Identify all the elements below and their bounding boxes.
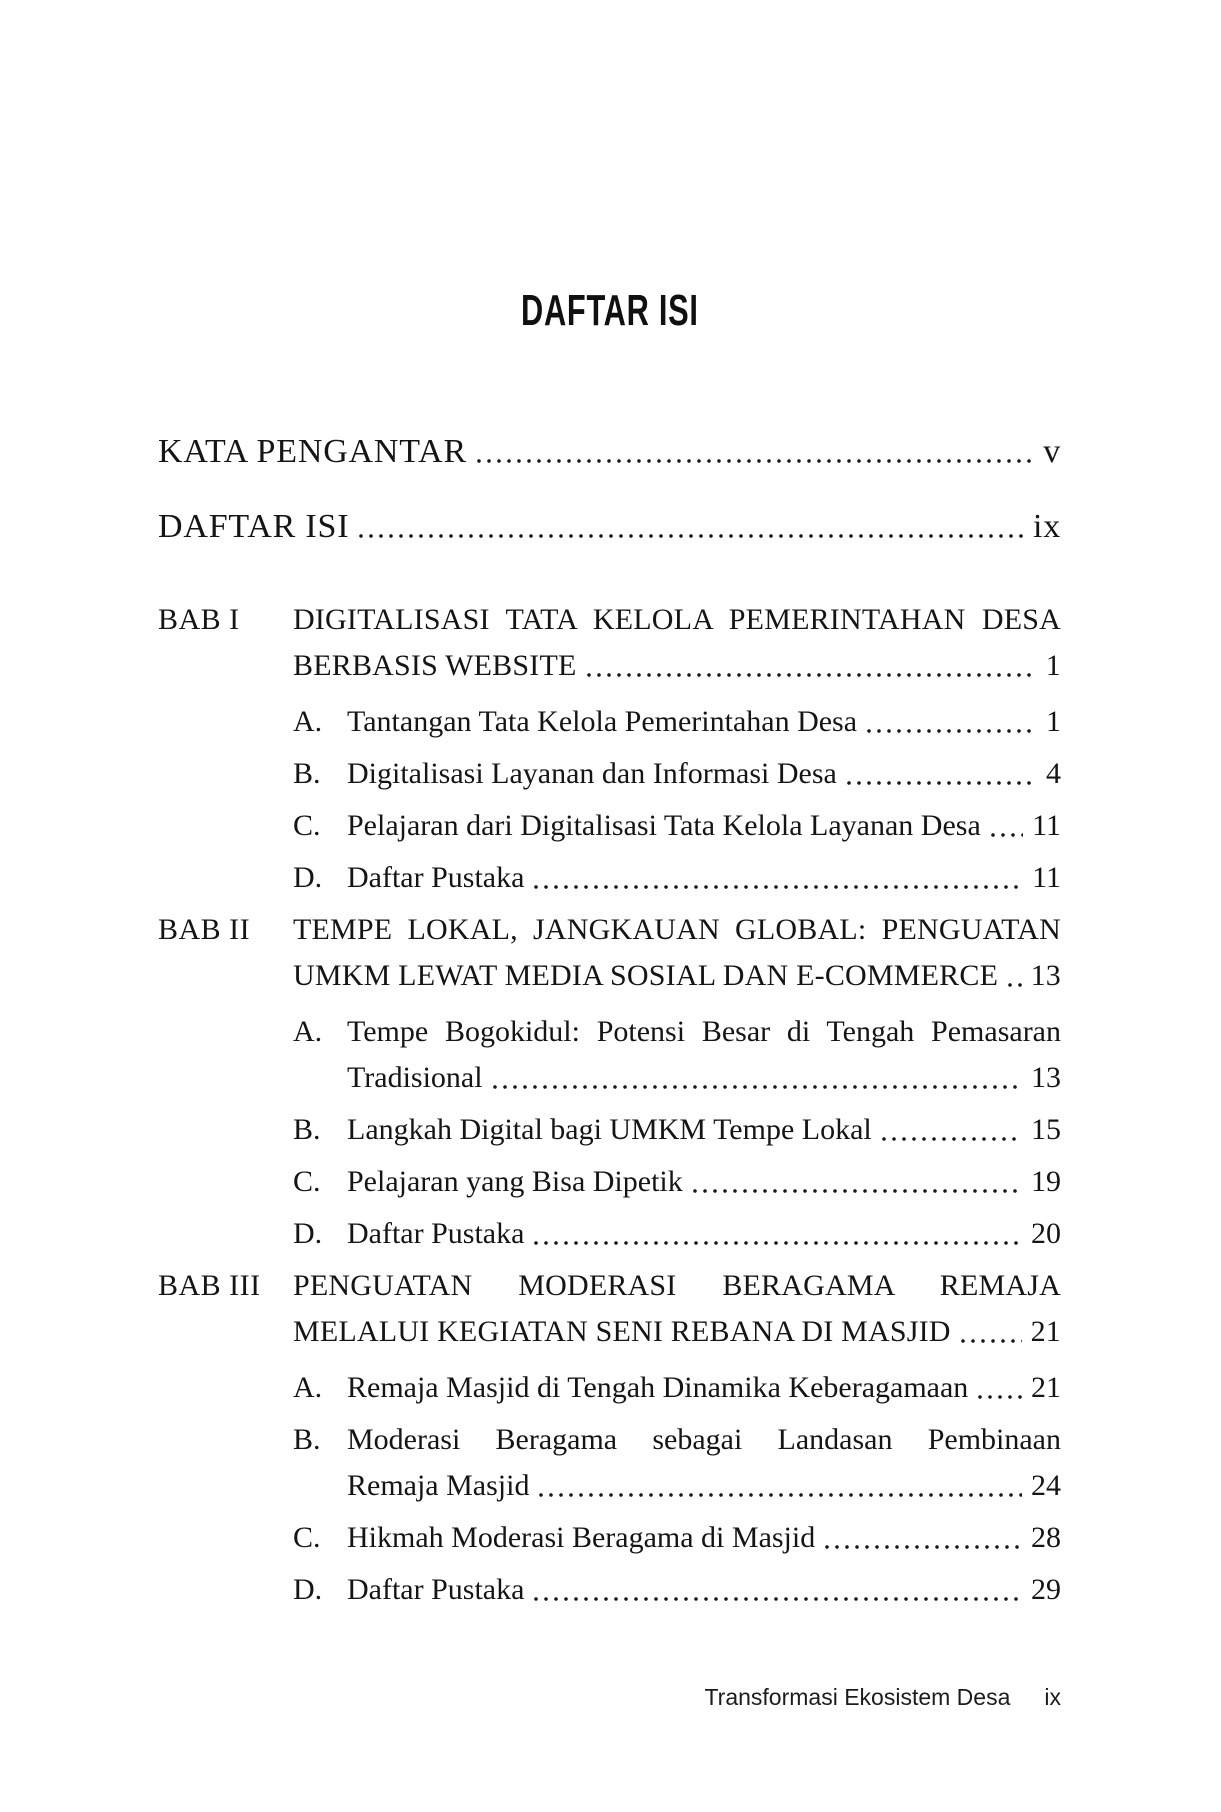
section-page: 19 (1031, 1165, 1061, 1198)
section-title-row (347, 855, 1061, 901)
dot-leader (988, 803, 1023, 849)
dot-leader (822, 1515, 1022, 1561)
dot-leader (536, 1463, 1022, 1509)
section-title-row (347, 1159, 1061, 1205)
dot-leader (690, 1159, 1022, 1205)
toc-entry-page: ix (1032, 508, 1061, 545)
toc-section-row (293, 803, 1061, 849)
section-letter: B. (293, 757, 321, 790)
toc-section-row (293, 1211, 1061, 1257)
section-title: Langkah Digital bagi UMKM Tempe Lokal (347, 1113, 872, 1146)
dot-leader (584, 643, 1037, 689)
section-letter: B. (293, 1423, 321, 1456)
section-letter: A. (293, 705, 323, 738)
dot-leader (864, 699, 1037, 745)
page-title (158, 288, 1061, 334)
section-page: 15 (1031, 1113, 1061, 1146)
dot-leader (356, 504, 1024, 550)
toc-entry-label: DAFTAR ISI (158, 508, 350, 545)
section-title: Pelajaran yang Bisa Dipetik (347, 1165, 683, 1198)
section-title: Digitalisasi Layanan dan Informasi Desa (347, 757, 837, 790)
chapter-title-line1: DIGITALISASI TATA KELOLA PEMERINTAHAN DESA (293, 603, 1061, 636)
chapter-page: 1 (1045, 649, 1061, 682)
dot-leader (531, 855, 1023, 901)
section-letter: C. (293, 809, 321, 842)
section-title: Pelajaran dari Digitalisasi Tata Kelola Layanan Desa (347, 809, 981, 842)
section-letter: A. (293, 1015, 323, 1048)
section-title-row (347, 1463, 1061, 1509)
front-matter-list (158, 429, 1061, 550)
toc-page (158, 0, 1061, 1619)
section-letter: C. (293, 1521, 321, 1554)
toc-section-row (293, 1107, 1061, 1153)
chapter-sections (293, 1009, 1061, 1257)
toc-section-row (293, 1159, 1061, 1205)
toc-entry-page: v (1043, 433, 1061, 470)
section-title: Daftar Pustaka (347, 1217, 525, 1250)
toc-chapter-bab-2 (158, 907, 1061, 1257)
section-title-row (347, 803, 1061, 849)
chapter-heading (158, 597, 1061, 689)
section-page: 1 (1046, 705, 1061, 738)
chapter-page: 13 (1030, 959, 1061, 992)
chapter-title-line1: PENGUATAN MODERASI BERAGAMA REMAJA (293, 1269, 1061, 1302)
section-page: 4 (1046, 757, 1061, 790)
dot-leader (490, 1055, 1022, 1101)
section-page: 11 (1032, 861, 1061, 894)
dot-leader (958, 1309, 1022, 1355)
toc-section-row (293, 699, 1061, 745)
section-title: Tradisional (347, 1061, 483, 1094)
dot-leader (531, 1211, 1022, 1257)
section-page: 29 (1031, 1573, 1061, 1606)
section-title: Remaja Masjid di Tengah Dinamika Keberagamaan (347, 1371, 969, 1404)
section-page: 24 (1031, 1469, 1061, 1502)
section-title: Hikmah Moderasi Beragama di Masjid (347, 1521, 816, 1554)
chapter-title (293, 1263, 1061, 1355)
toc-section-row (293, 855, 1061, 901)
chapter-title-line2-row (293, 953, 1061, 999)
dot-leader (975, 1365, 1022, 1411)
chapter-label: BAB III (158, 1269, 261, 1302)
chapter-label: BAB I (158, 603, 240, 636)
toc-chapter-bab-3 (158, 1263, 1061, 1613)
section-title: Remaja Masjid (347, 1469, 530, 1502)
section-letter: D. (293, 861, 323, 894)
section-title-row (347, 1107, 1061, 1153)
toc-section-row (293, 751, 1061, 797)
section-letter: D. (293, 1573, 323, 1606)
section-title-line1: Moderasi Beragama sebagai Landasan Pembinaan (347, 1423, 1061, 1456)
dot-leader (879, 1107, 1022, 1153)
toc-section-row (293, 1417, 1061, 1509)
footer-book-title: Transformasi Ekosistem Desa (704, 1684, 1011, 1710)
chapter-page: 21 (1030, 1315, 1061, 1348)
section-page: 21 (1031, 1371, 1061, 1404)
section-letter: D. (293, 1217, 323, 1250)
toc-section-row (293, 1515, 1061, 1561)
section-title: Tantangan Tata Kelola Pemerintahan Desa (347, 705, 858, 738)
chapter-title-line2: BERBASIS WEBSITE (293, 649, 577, 682)
toc-section-row (293, 1009, 1061, 1101)
section-title-row (347, 751, 1061, 797)
dot-leader (844, 751, 1037, 797)
section-title-row (347, 1567, 1061, 1613)
toc-entry-kata-pengantar (158, 429, 1061, 475)
chapter-title-line2-row (293, 643, 1061, 689)
section-letter: A. (293, 1371, 323, 1404)
chapter-heading (158, 1263, 1061, 1355)
section-title-row (347, 699, 1061, 745)
toc-section-row (293, 1567, 1061, 1613)
section-letter: C. (293, 1165, 321, 1198)
chapter-title (293, 597, 1061, 689)
chapter-title-line2-row (293, 1309, 1061, 1355)
chapter-title-line2: UMKM LEWAT MEDIA SOSIAL DAN E-COMMERCE (293, 959, 999, 992)
chapter-title-line1: TEMPE LOKAL, JANGKAUAN GLOBAL: PENGUATAN (293, 913, 1061, 946)
section-title-row (347, 1365, 1061, 1411)
section-title-row (347, 1211, 1061, 1257)
chapter-sections (293, 699, 1061, 901)
section-title-line1: Tempe Bogokidul: Potensi Besar di Tengah Pemasaran (347, 1015, 1061, 1048)
dot-leader (1005, 953, 1021, 999)
dot-leader (531, 1567, 1022, 1613)
section-page: 13 (1031, 1061, 1061, 1094)
section-page: 11 (1032, 809, 1061, 842)
section-title-row (347, 1515, 1061, 1561)
page-footer (704, 1682, 1061, 1712)
toc-chapter-bab-1 (158, 597, 1061, 901)
chapter-sections (293, 1365, 1061, 1613)
dot-leader (474, 429, 1034, 475)
chapter-title-line2: MELALUI KEGIATAN SENI REBANA DI MASJID (293, 1315, 951, 1348)
chapter-title (293, 907, 1061, 999)
page-title-text: DAFTAR ISI (520, 286, 699, 335)
toc-entry-daftar-isi (158, 504, 1061, 550)
toc-entry-label: KATA PENGANTAR (158, 433, 467, 470)
section-title: Daftar Pustaka (347, 1573, 525, 1606)
toc-section-row (293, 1365, 1061, 1411)
section-title: Daftar Pustaka (347, 861, 525, 894)
section-page: 20 (1031, 1217, 1061, 1250)
section-page: 28 (1031, 1521, 1061, 1554)
footer-page-number: ix (1044, 1684, 1061, 1710)
section-title-row (347, 1055, 1061, 1101)
chapter-label: BAB II (158, 913, 251, 946)
chapter-heading (158, 907, 1061, 999)
section-letter: B. (293, 1113, 321, 1146)
